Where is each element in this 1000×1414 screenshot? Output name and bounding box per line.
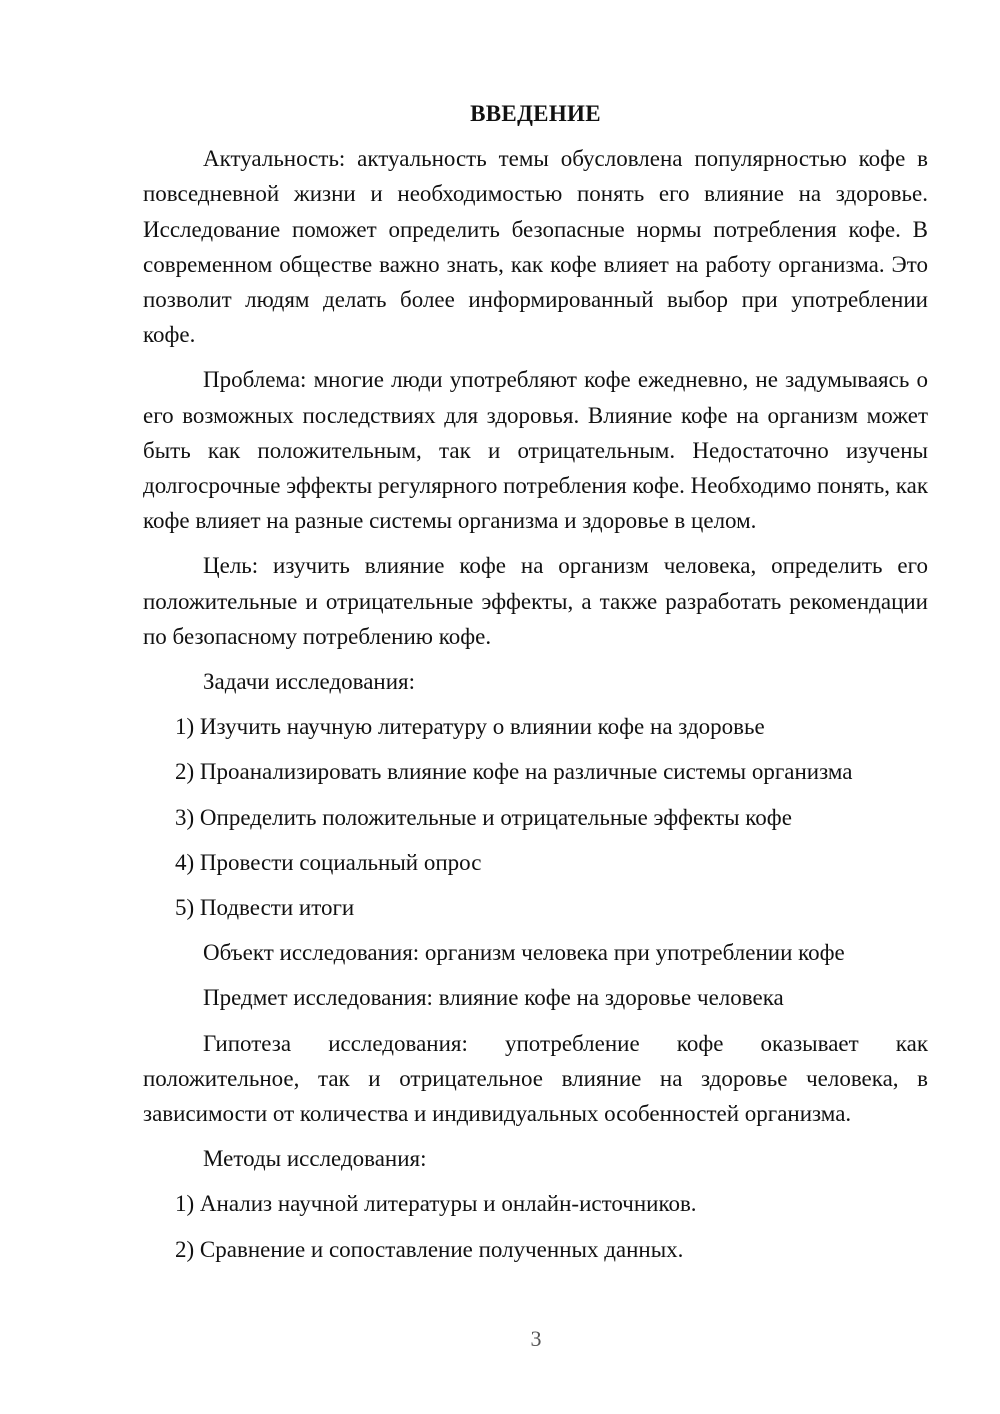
list-item: 3) Определить положительные и отрицательные эффекты кофе [175,804,792,830]
paragraph-problem: Проблема: многие люди употребляют кофе ежедневно, не задумываясь о его возможных последствиях для здоровья. Влияние кофе на организм может быть как положительным, так и отрицательным. Недостаточно изучены долгосрочные эффекты регулярного потребления кофе. Необходимо понять, как кофе влияет на разные системы организма и здоровье в целом. [143,367,928,534]
paragraph-goal: Цель: изучить влияние кофе на организм человека, определить его положительные и отрицательные эффекты, а также разработать рекомендации по безопасному потреблению кофе. [143,553,928,649]
tasks-list [143,709,928,925]
list-item: 1) Анализ научной литературы и онлайн-источников. [175,1191,697,1217]
page-content [143,96,928,1277]
page-number: 3 [530,1326,542,1351]
paragraph-object: Объект исследования: организм человека при употреблении кофе [203,940,845,966]
tasks-heading: Задачи исследования: [203,669,416,695]
list-item: 2) Проанализировать влияние кофе на различные системы организма [175,759,853,785]
methods-list [143,1186,928,1266]
list-item: 2) Сравнение и сопоставление полученных данных. [175,1236,684,1262]
paragraph-hypothesis: Гипотеза исследования: употребление кофе оказывает как положительное, так и отрицательное влияние на здоровье человека, в зависимости от количества и индивидуальных особенностей организма. [143,1030,928,1127]
paragraph-relevance: Актуальность: актуальность темы обусловлена популярностью кофе в повседневной жизни и необходимостью понять его влияние на здоровье. Исследование поможет определить безопасные нормы потребления кофе. В современном обществе важно знать, как кофе влияет на работу организма. Это позволит людям делать более информированный выбор при употреблении кофе. [143,146,928,348]
list-item: 4) Провести социальный опрос [175,849,482,875]
methods-heading: Методы исследования: [203,1146,427,1172]
paragraph-subject: Предмет исследования: влияние кофе на здоровье человека [203,985,784,1011]
list-item: 5) Подвести итоги [175,895,355,921]
section-title: ВВЕДЕНИЕ [470,101,601,126]
list-item: 1) Изучить научную литературу о влиянии кофе на здоровье [175,714,765,740]
